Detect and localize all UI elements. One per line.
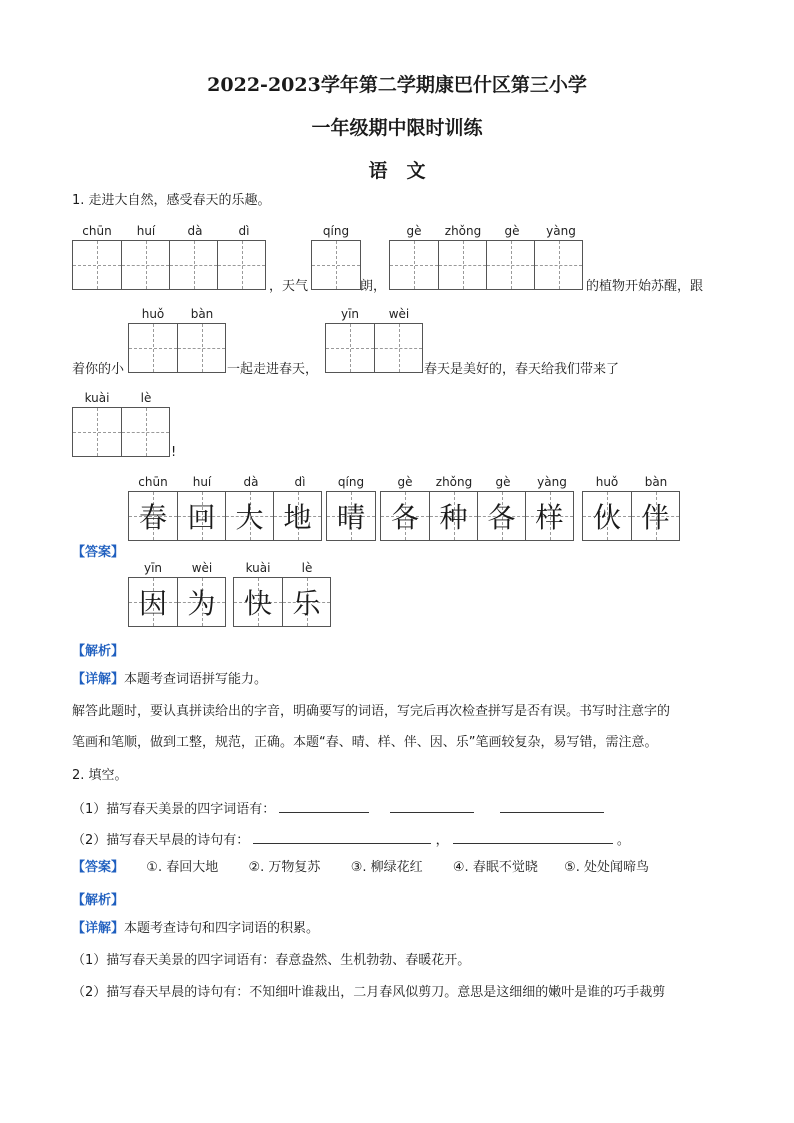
- detail-text: 本题考查词语拼写能力。: [124, 672, 268, 687]
- pinyin: gè: [406, 224, 422, 238]
- writing-grid-qing[interactable]: [311, 240, 361, 290]
- answer-character: 种: [439, 501, 468, 534]
- answer-pinyin: gè: [397, 475, 413, 489]
- answer-label: 【答案】: [72, 545, 125, 560]
- analysis-label: 【解析】: [72, 893, 125, 908]
- pinyin: yīn: [340, 307, 360, 321]
- sentence-fragment: 着你的小: [72, 362, 125, 377]
- pinyin: zhǒng: [444, 224, 482, 238]
- pinyin: wèi: [388, 307, 410, 321]
- sentence-fragment: 的植物开始苏醒，跟: [586, 279, 704, 294]
- question-2-sub1: [72, 798, 604, 819]
- question-2-sub2: [72, 829, 630, 850]
- answer-character: 地: [283, 501, 312, 534]
- answer-pinyin: dà: [243, 475, 259, 489]
- answer-pinyin: gè: [495, 475, 511, 489]
- detail-label: 【详解】: [72, 921, 125, 936]
- pinyin: yàng: [546, 224, 576, 238]
- sub2-comma: ，: [435, 833, 449, 848]
- explanation-line: （1）描写春天美景的四字词语有：春意盎然、生机勃勃、春暖花开。: [72, 953, 471, 968]
- answer-character: 各: [390, 501, 419, 534]
- answer-character: 大: [235, 501, 264, 534]
- pinyin: dà: [187, 224, 203, 238]
- detail-line: [72, 920, 319, 938]
- sentence-fragment: 一起走进春天，: [227, 362, 319, 377]
- question-2-stem: 2. 填空。: [72, 768, 128, 783]
- answer-character: 因: [138, 587, 167, 620]
- detail-label: 【详解】: [72, 672, 125, 687]
- sentence-fragment: 春天是美好的，春天给我们带来了: [424, 362, 620, 377]
- pinyin: huí: [136, 224, 156, 238]
- answer-item: ③. 柳绿花红: [350, 860, 423, 875]
- sub1-text: （1）描写春天美景的四字词语有：: [72, 802, 276, 817]
- pinyin: huǒ: [141, 307, 165, 321]
- answer-pinyin: yīn: [143, 561, 163, 575]
- question-1-stem: 1. 走进大自然，感受春天的乐趣。: [72, 193, 271, 208]
- answer-blank-2[interactable]: [390, 798, 474, 813]
- answer-character: 晴: [336, 501, 365, 534]
- question-2-answer-row: [72, 859, 649, 877]
- answer-blank-4[interactable]: [253, 829, 431, 844]
- answer-pinyin: qíng: [337, 475, 365, 489]
- writing-grid-chunhuidadi[interactable]: [72, 240, 266, 290]
- explanation-line: （2）描写春天早晨的诗句有：不知细叶谁裁出，二月春风似剪刀。意思是这细细的嫩叶是谁的巧手裁剪: [72, 985, 666, 1000]
- pinyin: gè: [504, 224, 520, 238]
- exam-title: 2022-2023学年第二学期康巴什区第三小学: [207, 74, 587, 96]
- answer-grid-yinwei: [128, 577, 226, 627]
- answer-pinyin: huǒ: [595, 475, 619, 489]
- writing-grid-yinwei[interactable]: [325, 323, 423, 373]
- writing-grid-huoban[interactable]: [128, 323, 226, 373]
- answer-pinyin: chūn: [138, 475, 168, 489]
- answer-character: 回: [187, 501, 216, 534]
- sentence-fragment: !: [171, 445, 177, 460]
- answer-character: 乐: [292, 587, 321, 620]
- answer-character: 样: [535, 501, 564, 534]
- answer-character: 伴: [641, 501, 670, 534]
- answer-grid-qing: [326, 491, 376, 541]
- answer-blank-3[interactable]: [500, 798, 604, 813]
- writing-grid-gezhonggeyang[interactable]: [389, 240, 583, 290]
- answer-pinyin: kuài: [245, 561, 271, 575]
- sentence-fragment: ，天气: [269, 279, 309, 294]
- answer-grid-gezhonggeyang: [380, 491, 574, 541]
- explanation-line: 笔画和笔顺，做到工整，规范，正确。本题“春、晴、样、伴、因、乐”笔画较复杂，易写错，需注意。: [72, 735, 658, 750]
- exam-subtitle: 一年级期中限时训练: [311, 117, 483, 139]
- answer-pinyin: huí: [192, 475, 212, 489]
- answer-character: 为: [187, 587, 216, 620]
- answer-pinyin: bàn: [644, 475, 668, 489]
- answer-grid-chunhuidadi: [128, 491, 322, 541]
- subject-title: 语 文: [368, 160, 426, 182]
- answer-pinyin: lè: [301, 561, 313, 575]
- answer-label: 【答案】: [72, 860, 125, 875]
- sub2-text: （2）描写春天早晨的诗句有：: [72, 833, 250, 848]
- answer-item: ④. 春眠不觉晓: [452, 860, 538, 875]
- answer-character: 伙: [592, 501, 621, 534]
- answer-item: ⑤. 处处闻啼鸟: [564, 860, 650, 875]
- answer-pinyin: wèi: [191, 561, 213, 575]
- answer-grid-kuaile: [233, 577, 331, 627]
- pinyin: chūn: [82, 224, 112, 238]
- explanation-line: 解答此题时，要认真拼读给出的字音，明确要写的词语，写完后再次检查拼写是否有误。书写时注意字的: [72, 704, 671, 719]
- pinyin: dì: [238, 224, 250, 238]
- pinyin: kuài: [84, 391, 110, 405]
- answer-item: ②. 万物复苏: [248, 860, 321, 875]
- pinyin: bàn: [190, 307, 214, 321]
- answer-item: ①. 春回大地: [146, 860, 219, 875]
- answer-pinyin: dì: [294, 475, 306, 489]
- writing-grid-kuaile[interactable]: [72, 407, 170, 457]
- analysis-label: 【解析】: [72, 644, 125, 659]
- answer-character: 各: [487, 501, 516, 534]
- detail-line: [72, 671, 267, 689]
- answer-blank-1[interactable]: [279, 798, 369, 813]
- answer-grid-huoban: [582, 491, 680, 541]
- answer-pinyin: yàng: [537, 475, 567, 489]
- answer-blank-5[interactable]: [453, 829, 613, 844]
- answer-pinyin: zhǒng: [435, 475, 473, 489]
- answer-character: 快: [243, 587, 272, 620]
- answer-character: 春: [138, 501, 167, 534]
- pinyin: qíng: [322, 224, 350, 238]
- sub2-end: 。: [616, 833, 630, 848]
- detail-text: 本题考查诗句和四字词语的积累。: [124, 921, 320, 936]
- sentence-fragment: 朗，: [360, 279, 387, 294]
- pinyin: lè: [140, 391, 152, 405]
